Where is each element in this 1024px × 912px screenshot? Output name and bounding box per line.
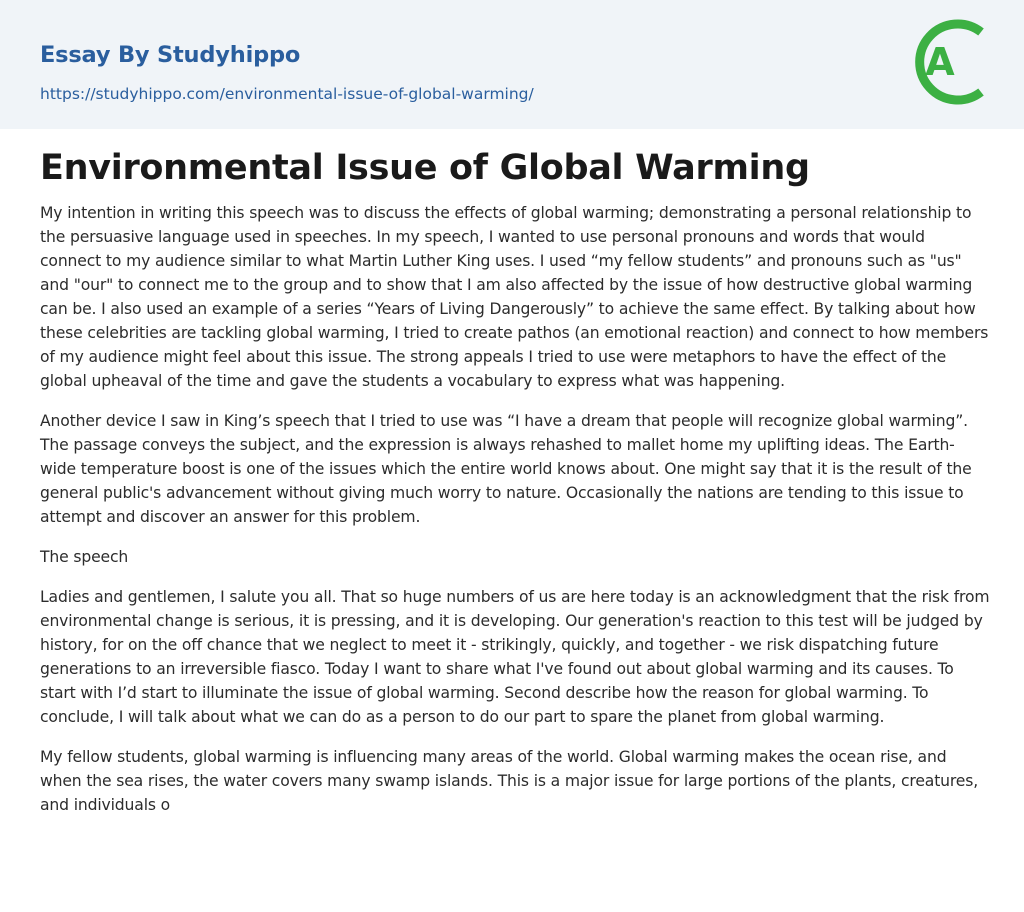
paragraph: My intention in writing this speech was to discuss the effects of global warming; demonstrating a personal relationship to the persuasive language used in speeches. In my speech, I wanted to use personal pronouns and words that would connect to my audience similar to what Martin Luther King uses. I used “my fellow students” and pronouns such as "us" and "our" to connect me to the group and to show that I am also affected by the issue of how destructive global warming can be. I also used an example of a series “Years of Living Dangerously” to achieve the same effect. By talking about how these celebrities are tackling global warming, I tried to create pathos (an emotional reaction) and connect to how members of my audience might feel about this issue. The strong appeals I tried to use were metaphors to have the effect of the global upheaval of the time and gave the students a vocabulary to express what was happening. <box>40 204 989 390</box>
brand-title: Essay By Studyhippo <box>40 42 301 68</box>
page-title: Environmental Issue of Global Warming <box>40 148 810 188</box>
paragraph: My fellow students, global warming is influencing many areas of the world. Global warming makes the ocean rise, and when the sea rises, the water covers many swamp islands. This is a major issue for large portions of the plants, creatures, and individuals o <box>40 748 979 814</box>
paragraph: Ladies and gentlemen, I salute you all. That so huge numbers of us are here today is an acknowledgment that the risk from environmental change is serious, it is pressing, and it is developing. Our generation's reaction to this test will be judged by history, for on the off chance that we neglect to meet it - strikingly, quickly, and together - we risk dispatching future generations to an irreversible fiasco. Today I want to share what I've found out about global warming and its causes. To start with I’d start to illuminate the issue of global warming. Second describe how the reason for global warming. To conclude, I will talk about what we can do as a person to do our part to spare the planet from global warming. <box>40 588 990 726</box>
logo-letter: A <box>925 40 955 84</box>
section-heading: The speech <box>40 548 129 566</box>
source-url-link[interactable]: https://studyhippo.com/environmental-issue-of-global-warming/ <box>40 85 534 103</box>
site-header <box>0 0 1024 129</box>
studyhippo-logo-icon[interactable] <box>911 19 987 105</box>
article-body <box>40 147 990 833</box>
paragraph: Another device I saw in King’s speech that I tried to use was “I have a dream that people will recognize global warming”. The passage conveys the subject, and the expression is always rehashed to mallet home my uplifting ideas. The Earth-wide temperature boost is one of the issues which the entire world knows about. One might say that it is the result of the general public's advancement without giving much worry to nature. Occasionally the nations are tending to this issue to attempt and discover an answer for this problem. <box>40 412 972 526</box>
